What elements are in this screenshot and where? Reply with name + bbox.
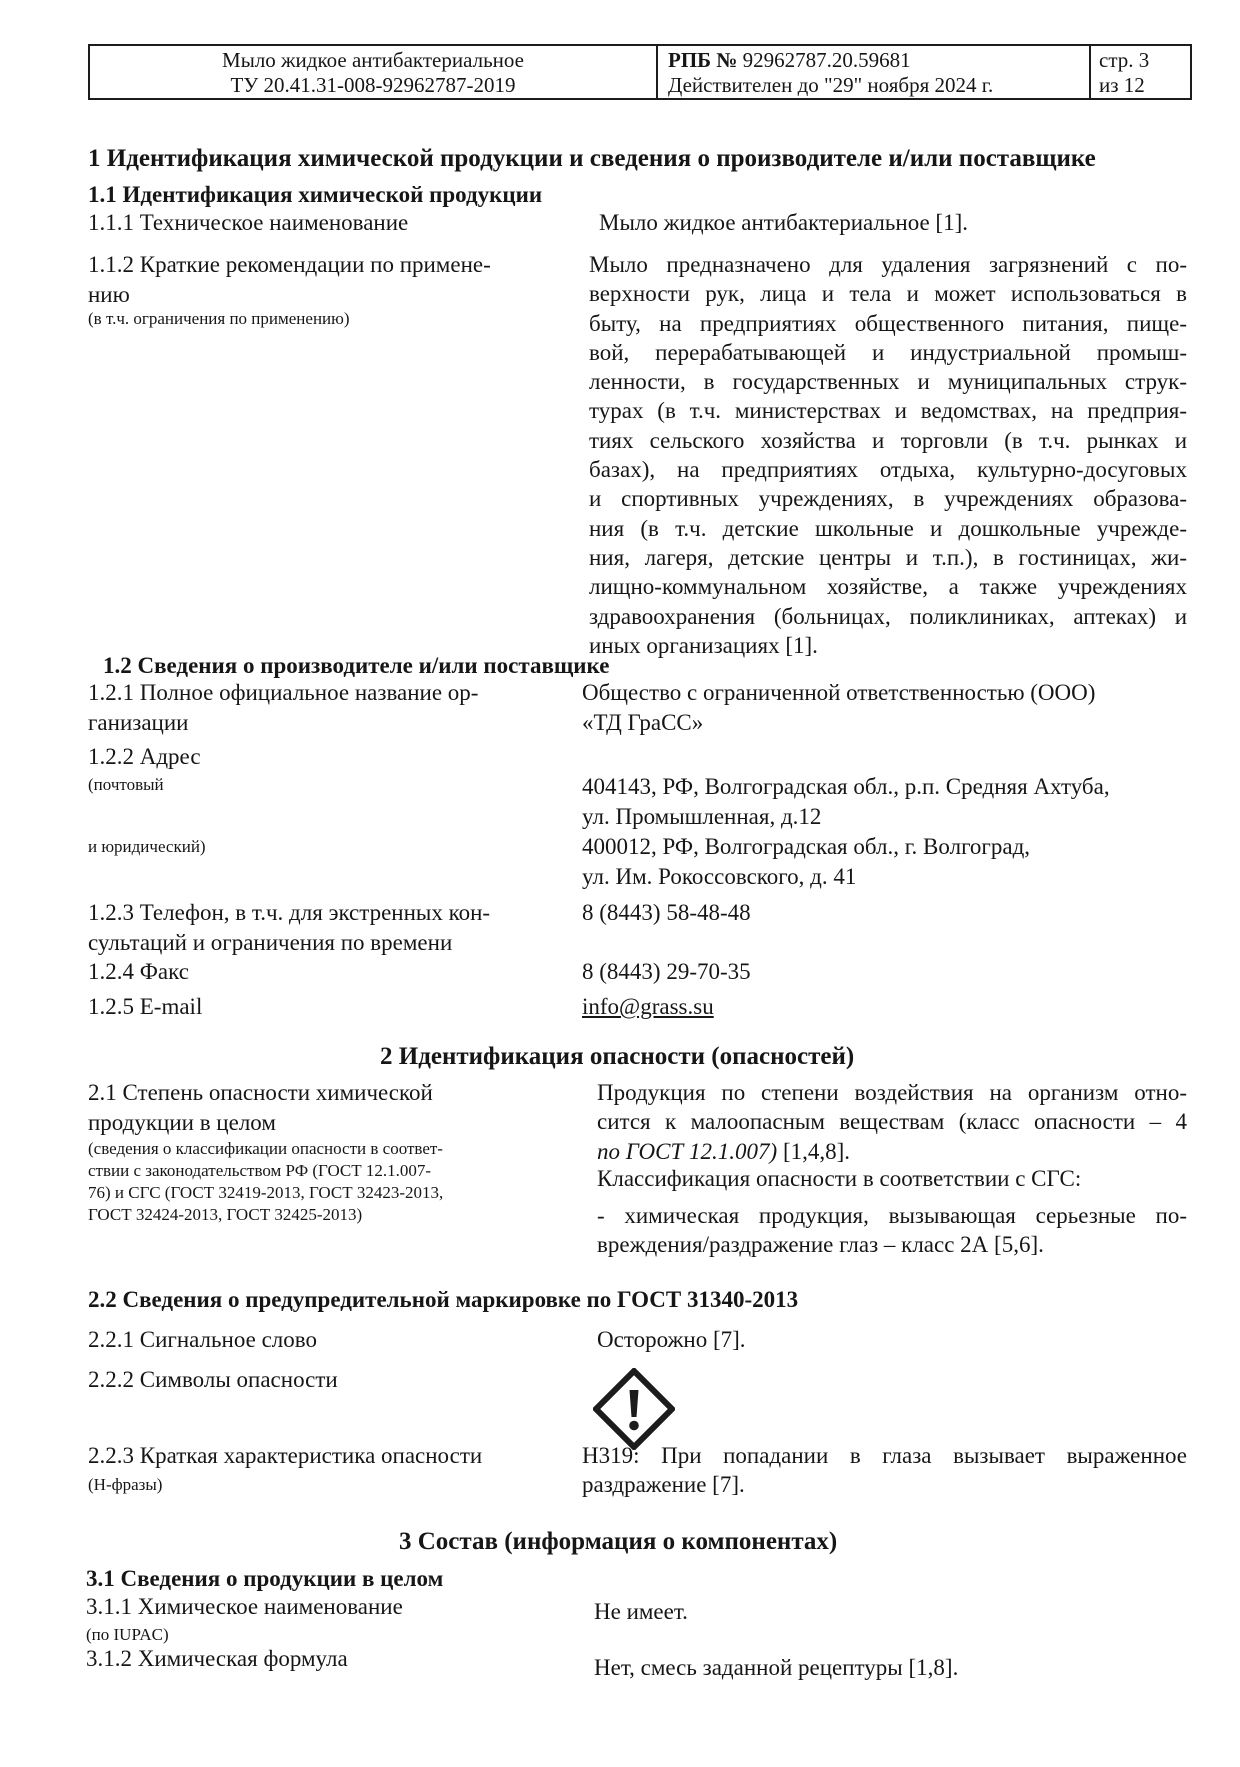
- section-3-title: 3 Состав (информация о компонентах): [399, 1528, 838, 1555]
- field-2-1-hazard-class: - химическая продукция, вызывающая серьезные по- вреждения/раздражение глаз – класс 2А [5,6].: [597, 1203, 1187, 1258]
- header-page-cell: [1091, 46, 1190, 98]
- field-1-1-2-value: Мыло предназначено для удаления загрязнений с по- верхности рук, лица и тела и может использоваться в быту, на предприятиях общественного питания, пище- вой, перерабатывающей и индустриальной промыш- ленности, в государственных и муниципальных струк- турах (в т.ч. министерствах и ведомствах, на предприя- тиях сельского хозяйства и торговли (в т.ч. рынках и базах), на предприятиях отдыха, культурно-досуговых и спортивных учреждениях, в учреждениях образова- ния (в т.ч. детские школьные и дошкольные учрежде- ния, лагеря, детские центры и т.п.), в гостиницах, жи- лищно-коммунальном хозяйстве, а также учреждениях здравоохранения (больницах, поликлиниках, аптеках) и иных организациях [1].: [589, 252, 1187, 658]
- field-1-2-1-label: 1.2.1 Полное официальное название ор- ганизации: [88, 680, 479, 735]
- field-2-2-1-value: Осторожно [7].: [597, 1327, 746, 1352]
- field-1-2-4-label: 1.2.4 Факс: [88, 959, 189, 984]
- header-rpb-number: 92962787.20.59681: [742, 48, 911, 72]
- field-3-1-1-value: Не имеет.: [594, 1599, 688, 1624]
- field-1-2-4-value: 8 (8443) 29-70-35: [582, 959, 751, 984]
- field-3-1-1-label: 3.1.1 Химическое наименование: [86, 1594, 403, 1619]
- field-1-2-2-note-postal: (почтовый: [88, 775, 164, 794]
- header-rpb-label: РПБ №: [668, 48, 738, 72]
- header-product-cell: [90, 46, 658, 98]
- field-1-2-2-label: 1.2.2 Адрес: [88, 744, 201, 769]
- field-2-1-value: Продукция по степени воздействия на организм отно- сится к малоопасным веществам (класс опасности – 4 по ГОСТ 12.1.007) [1,4,8].: [597, 1080, 1187, 1164]
- field-1-2-2-postal-address: 404143, РФ, Волгоградская обл., р.п. Средняя Ахтуба, ул. Промышленная, д.12: [582, 774, 1110, 829]
- document-header: [88, 44, 1192, 100]
- header-valid-until: Действителен до "29" ноября 2024 г.: [668, 73, 994, 97]
- field-1-1-2-note: (в т.ч. ограничения по применению): [88, 309, 350, 328]
- section-3-1-title: 3.1 Сведения о продукции в целом: [86, 1566, 444, 1591]
- header-page-total: из 12: [1099, 73, 1145, 97]
- field-2-2-1-label: 2.2.1 Сигнальное слово: [88, 1327, 317, 1352]
- field-1-2-2-legal-address: 400012, РФ, Волгоградская обл., г. Волгоград, ул. Им. Рокоссовского, д. 41: [582, 834, 1031, 889]
- field-2-1-label: 2.1 Степень опасности химической продукции в целом: [88, 1080, 433, 1135]
- field-1-2-3-label: 1.2.3 Телефон, в т.ч. для экстренных кон- сультаций и ограничения по времени: [88, 900, 491, 955]
- field-1-1-1-value: Мыло жидкое антибактериальное [1].: [599, 210, 968, 235]
- ghs07-exclamation-icon: [593, 1368, 675, 1450]
- field-2-2-3-note: (Н-фразы): [88, 1475, 163, 1494]
- field-2-1-ghs-classification: Классификация опасности в соответствии с СГС:: [597, 1166, 1082, 1191]
- field-2-2-3-value: Н319: При попадании в глаза вызывает выраженное раздражение [7].: [582, 1443, 1187, 1498]
- section-1-title: 1 Идентификация химической продукции и сведения о производителе и/или поставщике: [88, 145, 1096, 172]
- email-link[interactable]: info@grass.su: [582, 994, 714, 1019]
- field-3-1-2-label: 3.1.2 Химическая формула: [86, 1646, 348, 1671]
- header-rpb-cell: [658, 46, 1091, 98]
- field-1-1-1-label: 1.1.1 Техническое наименование: [88, 210, 409, 235]
- section-2-title: 2 Идентификация опасности (опасностей): [380, 1043, 855, 1070]
- section-1-2-title: 1.2 Сведения о производителе и/или поставщике: [103, 653, 610, 678]
- field-1-2-3-value: 8 (8443) 58-48-48: [582, 900, 751, 925]
- field-1-2-5-label: 1.2.5 E-mail: [88, 994, 203, 1019]
- field-3-1-2-value: Нет, смесь заданной рецептуры [1,8].: [594, 1655, 959, 1680]
- section-1-1-title: 1.1 Идентификация химической продукции: [88, 182, 543, 207]
- field-3-1-1-note: (по IUPAC): [86, 1625, 169, 1644]
- field-2-2-3-label: 2.2.3 Краткая характеристика опасности: [88, 1443, 483, 1468]
- header-tu: ТУ 20.41.31-008-92962787-2019: [230, 73, 516, 97]
- field-2-2-2-label: 2.2.2 Символы опасности: [88, 1367, 338, 1392]
- field-1-2-2-note-legal: и юридический): [88, 837, 206, 856]
- field-1-1-2-label: 1.1.2 Краткие рекомендации по примене- нию: [88, 252, 491, 307]
- field-1-2-1-value: Общество с ограниченной ответственностью (ООО) «ТД ГраСС»: [582, 680, 1096, 735]
- section-2-2-title: 2.2 Сведения о предупредительной маркировке по ГОСТ 31340-2013: [88, 1287, 799, 1312]
- field-2-1-note: (сведения о классификации опасности в соответ- ствии с законодательством РФ (ГОСТ 12.1.007- 76) и СГС (ГОСТ 32419-2013, ГОСТ 32423-2013, ГОСТ 32424-2013, ГОСТ 32425-2013): [88, 1139, 444, 1224]
- header-page: стр. 3: [1099, 48, 1150, 72]
- header-product: Мыло жидкое антибактериальное: [222, 48, 524, 72]
